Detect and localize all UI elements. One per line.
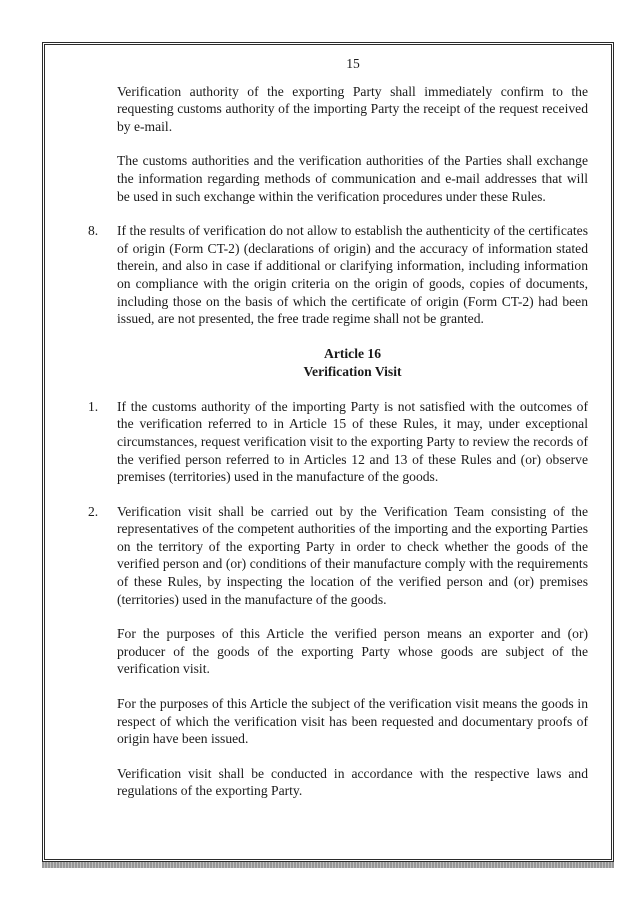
list-item-number: 8. xyxy=(88,223,99,239)
article-number: Article 16 xyxy=(324,345,381,361)
article-heading xyxy=(88,345,588,381)
document-body xyxy=(88,55,588,817)
page-border-bottom-shadow xyxy=(42,862,614,868)
list-item-text: If the results of verification do not allow to establish the authenticity of the certificates of origin (Form CT-2) (declarations of origin) and the accuracy of information stated therein, and also in case if additional or clarifying information, including information on compliance with the origin criteria on the origin of goods, copies of documents, including those on the basis of which the certificate of origin (Form CT-2) had been issued, are not presented, the free trade regime shall not be granted. xyxy=(117,223,588,327)
paragraph-conduct-of-visit: Verification visit shall be conducted in accordance with the respective laws and regulations of the exporting Party. xyxy=(117,765,588,799)
list-item-8 xyxy=(88,222,588,328)
list-item-number: 1. xyxy=(88,398,99,414)
list-item-1 xyxy=(88,398,588,486)
list-item-text: Verification visit shall be carried out by the Verification Team consisting of the representatives of the competent authorities of the importing and the exporting Parties on the territory of the exporting Party in order to check whether the goods of the verified person and (or) conditions of their manufacture comply with the requirements of these Rules, by inspecting the location of the verified person and (or) premises (territories) used in the manufacture of the goods. xyxy=(117,503,588,607)
page-number: 15 xyxy=(346,56,360,71)
list-item-2 xyxy=(88,503,588,609)
list-item-number: 2. xyxy=(88,503,99,519)
paragraph-verified-person: For the purposes of this Article the verified person means an exporter and (or) producer of the goods of the exporting Party whose goods are subject of the verification visit. xyxy=(117,626,588,677)
paragraph-subject-of-visit: For the purposes of this Article the subject of the verification visit means the goods in respect of which the verification visit has been requested and documentary proofs of origin have been issued. xyxy=(117,696,588,747)
paragraph-information-exchange: The customs authorities and the verification authorities of the Parties shall exchange the information regarding methods of communication and e-mail addresses that will be used in such exchange within the verification procedures under these Rules. xyxy=(117,153,588,204)
article-title: Verification Visit xyxy=(303,363,402,379)
paragraph-confirmation: Verification authority of the exporting Party shall immediately confirm to the requesting customs authority of the importing Party the receipt of the request received by e-mail. xyxy=(117,83,588,134)
list-item-text: If the customs authority of the importing Party is not satisfied with the outcomes of the verification referred to in Article 15 of these Rules, it may, under exceptional circumstances, request verification visit to the exporting Party to review the records of the verified person referred to in Articles 12 and 13 of these Rules and (or) observe premises (territories) used in the manufacture of the goods. xyxy=(117,398,588,485)
